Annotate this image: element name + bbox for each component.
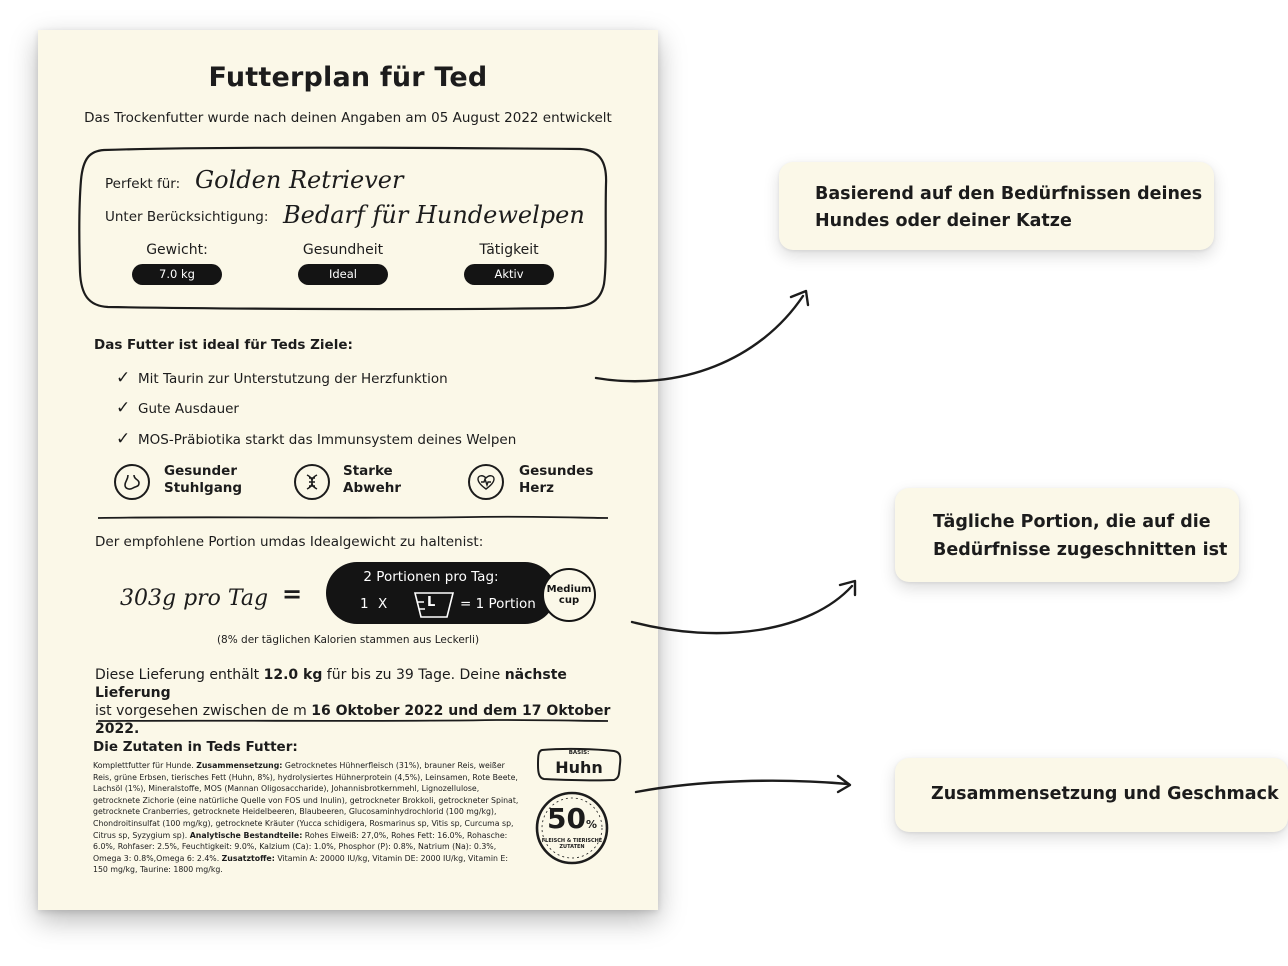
goals-heading: Das Futter ist ideal für Teds Ziele: — [94, 337, 353, 353]
checkmark-icon: ✓ — [116, 368, 131, 388]
meat-seal-caption: FLEISCH & TIERISCHE ZUTATEN — [541, 838, 603, 850]
portion-result: = 1 Portion — [460, 596, 536, 612]
ingredients-heading: Die Zutaten in Teds Futter: — [93, 739, 298, 755]
benefit-stool: Gesunder Stuhlgang — [164, 463, 243, 496]
basis-label: BASIS: — [568, 750, 590, 756]
stat-activity-pill: Aktiv — [464, 264, 554, 285]
callout-needs: Basierend auf den Bedürfnissen deines Hundes oder deiner Katze — [779, 162, 1214, 250]
stat-health-pill: Ideal — [298, 264, 388, 285]
portions-per-day: 2 Portionen pro Tag: — [363, 569, 499, 585]
portion-quantity: 1 — [360, 596, 369, 612]
benefit-defense: Starke Abwehr — [343, 463, 402, 496]
daily-amount: 303g pro Tag — [120, 586, 269, 611]
considering-value: Bedarf für Hundewelpen — [283, 201, 585, 229]
checkmark-icon: ✓ — [116, 429, 131, 449]
delivery-info: Diese Lieferung enthält 12.0 kg für bis zu 39 Tage. Deine nächste Lieferung ist vorgesehen zwischen de m 16 Oktober 2022 und dem 17 Oktober 2022. — [95, 667, 611, 737]
ingredients-text: Komplettfutter für Hunde. Zusammensetzung: Getrocknetes Hühnerfleisch (31%), brauner Reis, weißer Reis, grüne Erbsen, tierisches Fett (Huhn, 8%), hydrolysiertes Hühnerprotein (4,5%), Leinsamen, Rote Beete, Lachsöl (1%), Mineralstoffe, MOS (Mannan Oligosaccharide), Johannisbrotkernmehl, Lignozellulose, getrocknete Zichorie (eine natürliche Quelle von FOS und Inulin), getrockneter Brokkoli, getrockneter Spinat, getrocknete Cranberries, getrocknete Heidelbeeren, Blaubeeren, Glucosaminhydrochlorid (100 mg/kg), Chondroitinsulfat (100 mg/kg), getrocknete Kräuter (Yucca schidigera, Rosmarinus sp, Vitis sp, Curcuma sp, Citrus sp, Syzygium sp). Analytische Bestandteile: Rohes Eiweiß: 27,0%, Rohes Fett: 16.0%, Rohasche: 6.0%, Rohfaser: 2.5%, Feuchtigkeit: 9.0%, Kalzium (Ca): 1.0%, Phosphor (P): 0.8%, Natrium (Na): 0.3%, Omega 3: 0.8%,Omega 6: 2.4%. Zusatztoffe: Vitamin A: 20000 IU/kg, Vitamin DE: 2000 IU/kg, Vitamin E: 150 mg/kg, Taurine: 1800 mg/kg. — [93, 761, 519, 875]
stat-weight-label: Gewicht: — [146, 242, 208, 258]
callout-composition: Zusammensetzung und Geschmack — [895, 758, 1288, 832]
perfect-for-value: Golden Retriever — [195, 166, 404, 194]
treats-note: (8% der täglichen Kalorien stammen aus Leckerli) — [216, 634, 480, 646]
portion-intro: Der empfohlene Portion umdas Idealgewicht zu haltenist: — [95, 534, 484, 550]
goal-item-text: Mit Taurin zur Unterstutzung der Herzfunktion — [138, 371, 448, 387]
stat-health-label: Gesundheit — [302, 242, 384, 258]
goal-item-text: MOS-Präbiotika starkt das Immunsystem deines Welpen — [138, 432, 517, 448]
checkmark-icon: ✓ — [116, 398, 131, 418]
page-title: Futterplan für Ted — [208, 62, 488, 93]
stat-activity-label: Tätigkeit — [479, 242, 539, 258]
meat-seal-number: 50% — [547, 802, 597, 835]
equals-sign: = — [282, 580, 303, 608]
cup-size-letter: L — [427, 595, 436, 610]
portion-multiply: X — [378, 596, 388, 612]
callout-portion: Tägliche Portion, die auf die Bedürfnisse zugeschnitten ist — [895, 488, 1239, 582]
page-subtitle: Das Trockenfutter wurde nach deinen Angaben am 05 August 2022 entwickelt — [84, 110, 612, 126]
stat-weight-pill: 7.0 kg — [132, 264, 222, 285]
goal-item-text: Gute Ausdauer — [138, 401, 239, 417]
medium-cup-badge: Medium cup — [542, 568, 596, 622]
basis-value: Huhn — [555, 758, 603, 777]
considering-label: Unter Berücksichtigung: — [105, 209, 269, 225]
perfect-for-label: Perfekt für: — [105, 176, 181, 192]
benefit-heart: Gesundes Herz — [519, 463, 594, 496]
